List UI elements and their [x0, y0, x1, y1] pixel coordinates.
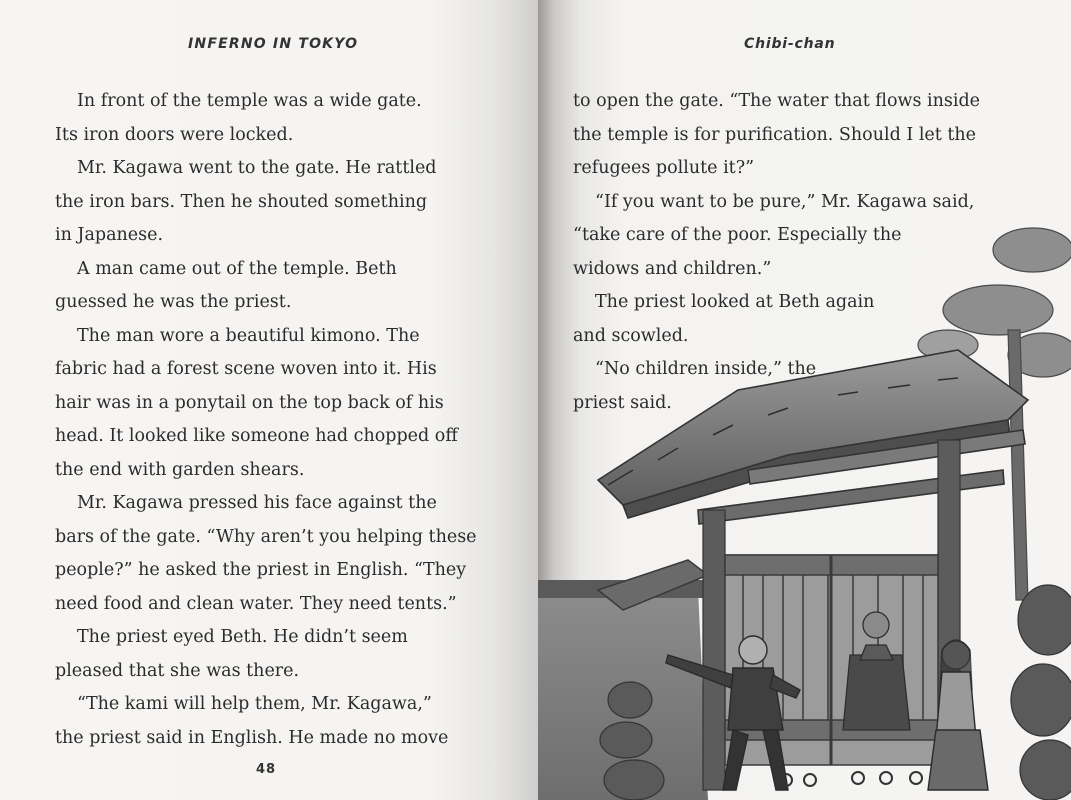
text-line: people?” he asked the priest in English. “They: [55, 560, 467, 580]
text-line: to open the gate. “The water that flows inside: [573, 91, 981, 111]
gate-studs: [780, 772, 922, 786]
text-line: guessed he was the priest.: [55, 292, 292, 312]
running-head: INFERNO IN TOKYO: [188, 36, 359, 52]
text-line: Its iron doors were locked.: [55, 124, 294, 145]
text-line: refugees pollute it?”: [573, 158, 755, 178]
text-line: Mr. Kagawa went to the gate. He rattled: [77, 158, 437, 178]
text-line: bars of the gate. “Why aren’t you helping these: [55, 526, 477, 547]
text-line: need food and clean water. They need tents.”: [55, 593, 457, 614]
running-head: Chibi-chan: [744, 36, 836, 52]
text-line: pleased that she was there.: [55, 660, 300, 681]
body-text: [573, 85, 1043, 420]
text-line: the priest said in English. He made no move: [55, 727, 449, 748]
right-page: [538, 0, 1071, 800]
text-line: the iron bars. Then he shouted something: [55, 191, 428, 212]
text-line: Mr. Kagawa pressed his face against the: [77, 493, 437, 513]
text-line: fabric had a forest scene woven into it. His: [55, 359, 437, 379]
page-number: 48: [256, 762, 277, 777]
body-text: [55, 85, 515, 755]
text-line: in Japanese.: [55, 225, 164, 245]
text-line: hair was in a ponytail on the top back of his: [55, 392, 444, 413]
text-line: priest said.: [573, 392, 672, 413]
text-line: “No children inside,” the: [595, 359, 817, 379]
text-line: “The kami will help them, Mr. Kagawa,”: [77, 694, 432, 714]
text-line: head. It looked like someone had chopped off: [55, 426, 458, 446]
text-line: “If you want to be pure,” Mr. Kagawa said,: [595, 191, 975, 212]
text-line: widows and children.”: [573, 258, 772, 279]
text-line: “take care of the poor. Especially the: [573, 225, 902, 245]
text-line: The priest eyed Beth. He didn’t seem: [77, 627, 408, 647]
text-line: and scowled.: [573, 325, 689, 346]
gate-post-left: [703, 510, 725, 790]
text-line: the end with garden shears.: [55, 459, 305, 480]
text-line: A man came out of the temple. Beth: [77, 258, 397, 279]
text-line: The priest looked at Beth again: [595, 292, 875, 312]
text-line: the temple is for purification. Should I let the: [573, 124, 977, 145]
text-line: In front of the temple was a wide gate.: [77, 91, 422, 111]
text-line: The man wore a beautiful kimono. The: [77, 325, 420, 346]
